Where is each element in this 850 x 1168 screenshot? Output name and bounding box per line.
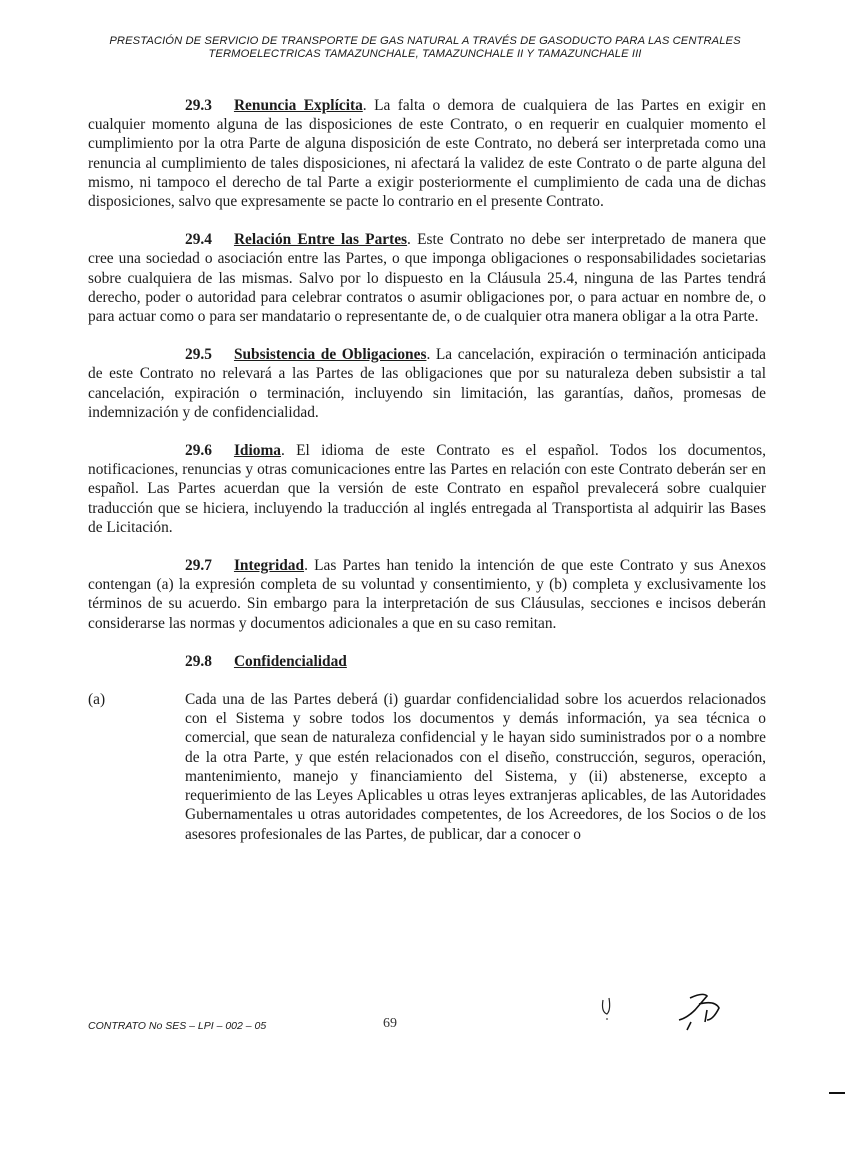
header-line-2: TERMOELECTRICAS TAMAZUNCHALE, TAMAZUNCHALE II Y TAMAZUNCHALE III — [208, 48, 642, 60]
section-title: Integridad — [233, 557, 305, 575]
section-number: 29.7 — [185, 557, 212, 575]
section-title: Subsistencia de Obligaciones — [233, 346, 427, 364]
section-text: . La cancelación, expiración o terminación anticipada de este Contrato no relevará a las Partes de las obligaciones que por su naturaleza deben subsistir a tal cancelación, expiración o terminación, incluyendo sin limitación, las garantías, daños, promesas de indemnización y de confidencialidad. — [88, 346, 767, 421]
item-text: Cada una de las Partes deberá (i) guardar confidencialidad sobre los acuerdos relacionados con el Sistema y sobre todos los documentos y demás información, ya sea técnica o comercial, que sean de naturaleza confidencial y le hayan sido suministrados por o a nombre de la otra Parte, y que estén relacionados con el diseño, construcción, seguros, operación, mantenimiento, manejo y financiamiento del Sistema, y (ii) abstenerse, excepto a requerimiento de las Leyes Aplicables u otras leyes extranjeras aplicables, de las Autoridades Gubernamentales u otras autoridades competentes, de los Acreedores, de los Socios o de los asesores profesionales de las Partes, de publicar, dar a conocer o — [185, 691, 766, 843]
section-29-6 — [88, 441, 766, 537]
section-29-7 — [88, 556, 766, 633]
section-title: Renuncia Explícita — [233, 97, 363, 114]
section-number: 29.4 — [185, 231, 212, 249]
section-29-5 — [88, 345, 766, 422]
footer-contract-number: CONTRATO No SES – LPI – 002 – 05 — [88, 1020, 267, 1032]
section-title: Confidencialidad — [233, 652, 347, 670]
section-text: . Las Partes han tenido la intención de que este Contrato y sus Anexos contengan (a) la expresión completa de su voluntad y consentimiento, y (b) completa y exclusivamente los términos de su acuerdo. Sin embargo para la interpretación de sus Cláusulas, secciones e incisos deberán considerarse las normas y documentos adicionales a que en su caso remitan. — [88, 557, 766, 632]
signature-initials-icon — [595, 990, 745, 1040]
section-number: 29.8 — [185, 652, 212, 670]
edge-mark — [829, 1092, 845, 1094]
document-body — [88, 96, 766, 844]
section-29-8-heading — [88, 652, 766, 671]
page-number: 69 — [383, 1016, 397, 1031]
header-line-1: PRESTACIÓN DE SERVICIO DE TRANSPORTE DE GAS NATURAL A TRAVÉS DE GASODUCTO PARA LAS CENTRALES — [109, 35, 741, 47]
section-29-4 — [88, 230, 766, 326]
section-29-3 — [88, 96, 766, 211]
section-title: Idioma — [233, 442, 281, 460]
section-number: 29.5 — [185, 346, 212, 364]
list-item-a — [88, 690, 766, 844]
section-number: 29.6 — [185, 442, 212, 460]
section-text: . El idioma de este Contrato es el español. Todos los documentos, notificaciones, renuncias y otras comunicaciones entre las Partes en relación con este Contrato deberán ser en español. Las Partes acuerdan que la versión de este Contrato en español prevalecerá sobre cualquier traducción que se hiciera, incluyendo la traducción al inglés entregada al Transportista al adquirir las Bases de Licitación. — [88, 442, 766, 536]
section-text: . Este Contrato no debe ser interpretado de manera que cree una sociedad o asociación entre las Partes, o que imponga obligaciones o responsabilidades societarias sobre cualquiera de las mismas. Salvo por lo dispuesto en la Cláusula 25.4, ninguna de las Partes tendrá derecho, poder o autoridad para celebrar contratos o asumir obligaciones por, o para actuar en nombre de, o para actuar como o para ser mandatario o representante de, o de cualquier otra manera obligar a la otra Parte. — [88, 231, 766, 326]
page-header — [80, 35, 770, 61]
item-label: (a) — [88, 691, 106, 709]
section-text: . La falta o demora de cualquiera de las Partes en exigir en cualquier momento alguna de las disposiciones de este Contrato, o en requerir en cualquier momento el cumplimiento por la otra Parte de alguna disposición de este Contrato, no deberá ser interpretada como una renuncia al cumplimiento de tales disposiciones, ni afectará la validez de este Contrato o de parte alguna del mismo, ni tampoco el derecho de tal Parte a exigir posteriormente el cumplimiento de cada una de dichas disposiciones, salvo que expresamente se pacte lo contrario en el presente Contrato. — [88, 97, 766, 211]
section-number: 29.3 — [185, 97, 212, 114]
section-title: Relación Entre las Partes — [233, 231, 408, 249]
